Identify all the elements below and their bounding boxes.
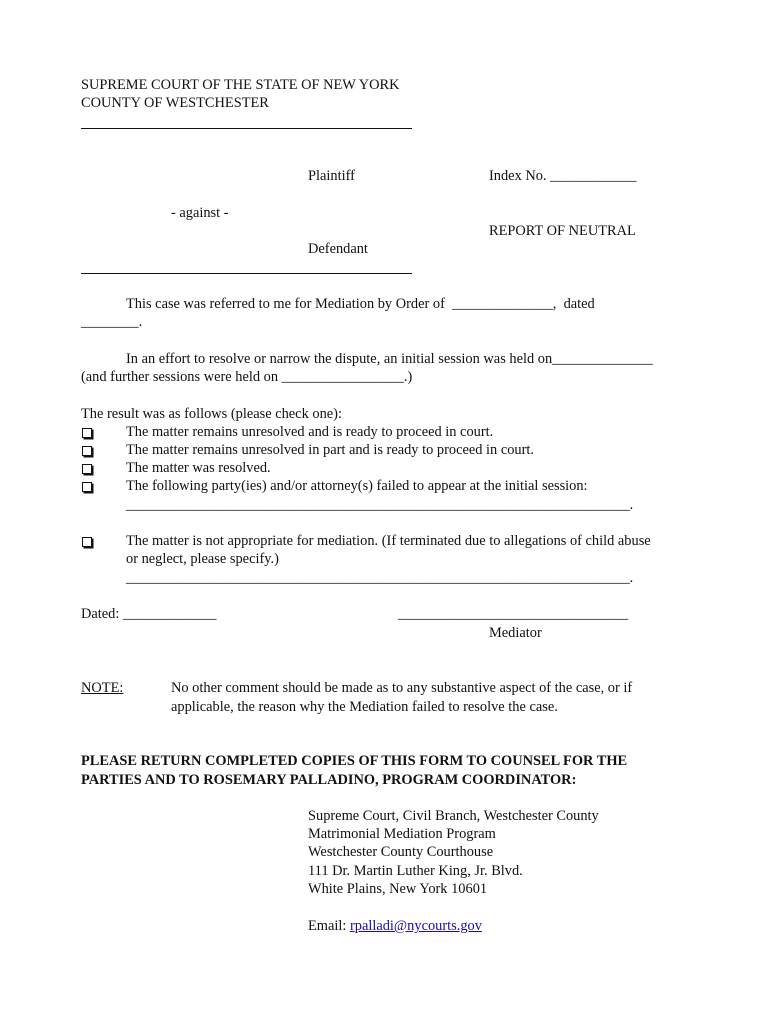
not-appropriate-field[interactable]: ______________________________________________________________________. bbox=[126, 570, 634, 586]
defendant-label: Defendant bbox=[308, 241, 368, 257]
option-unresolved-label: The matter remains unresolved and is ready to proceed in court. bbox=[126, 424, 494, 440]
caption-top-rule bbox=[81, 128, 412, 129]
index-number-field[interactable]: Index No. ____________ bbox=[489, 168, 637, 184]
option-resolved-label: The matter was resolved. bbox=[126, 460, 271, 476]
address-line4: 111 Dr. Martin Luther King, Jr. Blvd. bbox=[308, 863, 523, 879]
address-line2: Matrimonial Mediation Program bbox=[308, 826, 496, 842]
email-link[interactable]: rpalladi@nycourts.gov bbox=[349, 918, 482, 934]
referral-date-field[interactable]: ________. bbox=[81, 314, 143, 330]
address-line1: Supreme Court, Civil Branch, Westchester County bbox=[308, 808, 599, 824]
checkbox-unresolved[interactable] bbox=[82, 428, 92, 438]
checkbox-unresolved-in-part[interactable] bbox=[82, 446, 92, 456]
checkbox-failed-to-appear[interactable] bbox=[82, 482, 92, 492]
result-intro: The result was as follows (please check one): bbox=[81, 406, 342, 422]
email-label: Email: bbox=[308, 918, 350, 934]
court-name: SUPREME COURT OF THE STATE OF NEW YORK bbox=[81, 77, 400, 93]
plaintiff-label: Plaintiff bbox=[308, 168, 355, 184]
return-instructions-line1: PLEASE RETURN COMPLETED COPIES OF THIS FORM TO COUNSEL FOR THE bbox=[81, 753, 628, 769]
note-text-line2: applicable, the reason why the Mediation failed to resolve the case. bbox=[171, 699, 558, 715]
against-label: - against - bbox=[171, 205, 229, 221]
mediator-signature-field[interactable]: ________________________________ bbox=[398, 606, 629, 622]
dated-field[interactable]: Dated: _____________ bbox=[81, 606, 217, 622]
note-label: NOTE: bbox=[81, 680, 124, 696]
address-line3: Westchester County Courthouse bbox=[308, 844, 494, 860]
caption-bottom-rule bbox=[81, 273, 412, 274]
referral-text[interactable]: This case was referred to me for Mediation by Order of ______________, dated bbox=[126, 296, 595, 312]
option-failed-to-appear-label: The following party(ies) and/or attorney(s) failed to appear at the initial session: bbox=[126, 478, 588, 494]
note-text-line1: No other comment should be made as to any substantive aspect of the case, or if bbox=[171, 680, 633, 696]
email-line bbox=[308, 917, 482, 935]
option-unresolved-in-part-label: The matter remains unresolved in part and is ready to proceed in court. bbox=[126, 442, 534, 458]
checkbox-resolved[interactable] bbox=[82, 464, 92, 474]
further-sessions-text[interactable]: (and further sessions were held on _________________.) bbox=[81, 369, 413, 385]
form-title: REPORT OF NEUTRAL bbox=[489, 223, 636, 239]
not-appropriate-label: The matter is not appropriate for mediation. (If terminated due to allegations of child abuse bbox=[126, 533, 651, 549]
return-instructions-line2: PARTIES AND TO ROSEMARY PALLADINO, PROGRAM COORDINATOR: bbox=[81, 772, 577, 788]
address-line5: White Plains, New York 10601 bbox=[308, 881, 488, 897]
not-appropriate-label-cont: or neglect, please specify.) bbox=[126, 551, 279, 567]
county-name: COUNTY OF WESTCHESTER bbox=[81, 95, 269, 111]
initial-session-text[interactable]: In an effort to resolve or narrow the dispute, an initial session was held on______________ bbox=[126, 351, 653, 367]
checkbox-not-appropriate[interactable] bbox=[82, 537, 92, 547]
failed-to-appear-field[interactable]: ______________________________________________________________________. bbox=[126, 497, 634, 513]
mediator-label: Mediator bbox=[489, 625, 542, 641]
